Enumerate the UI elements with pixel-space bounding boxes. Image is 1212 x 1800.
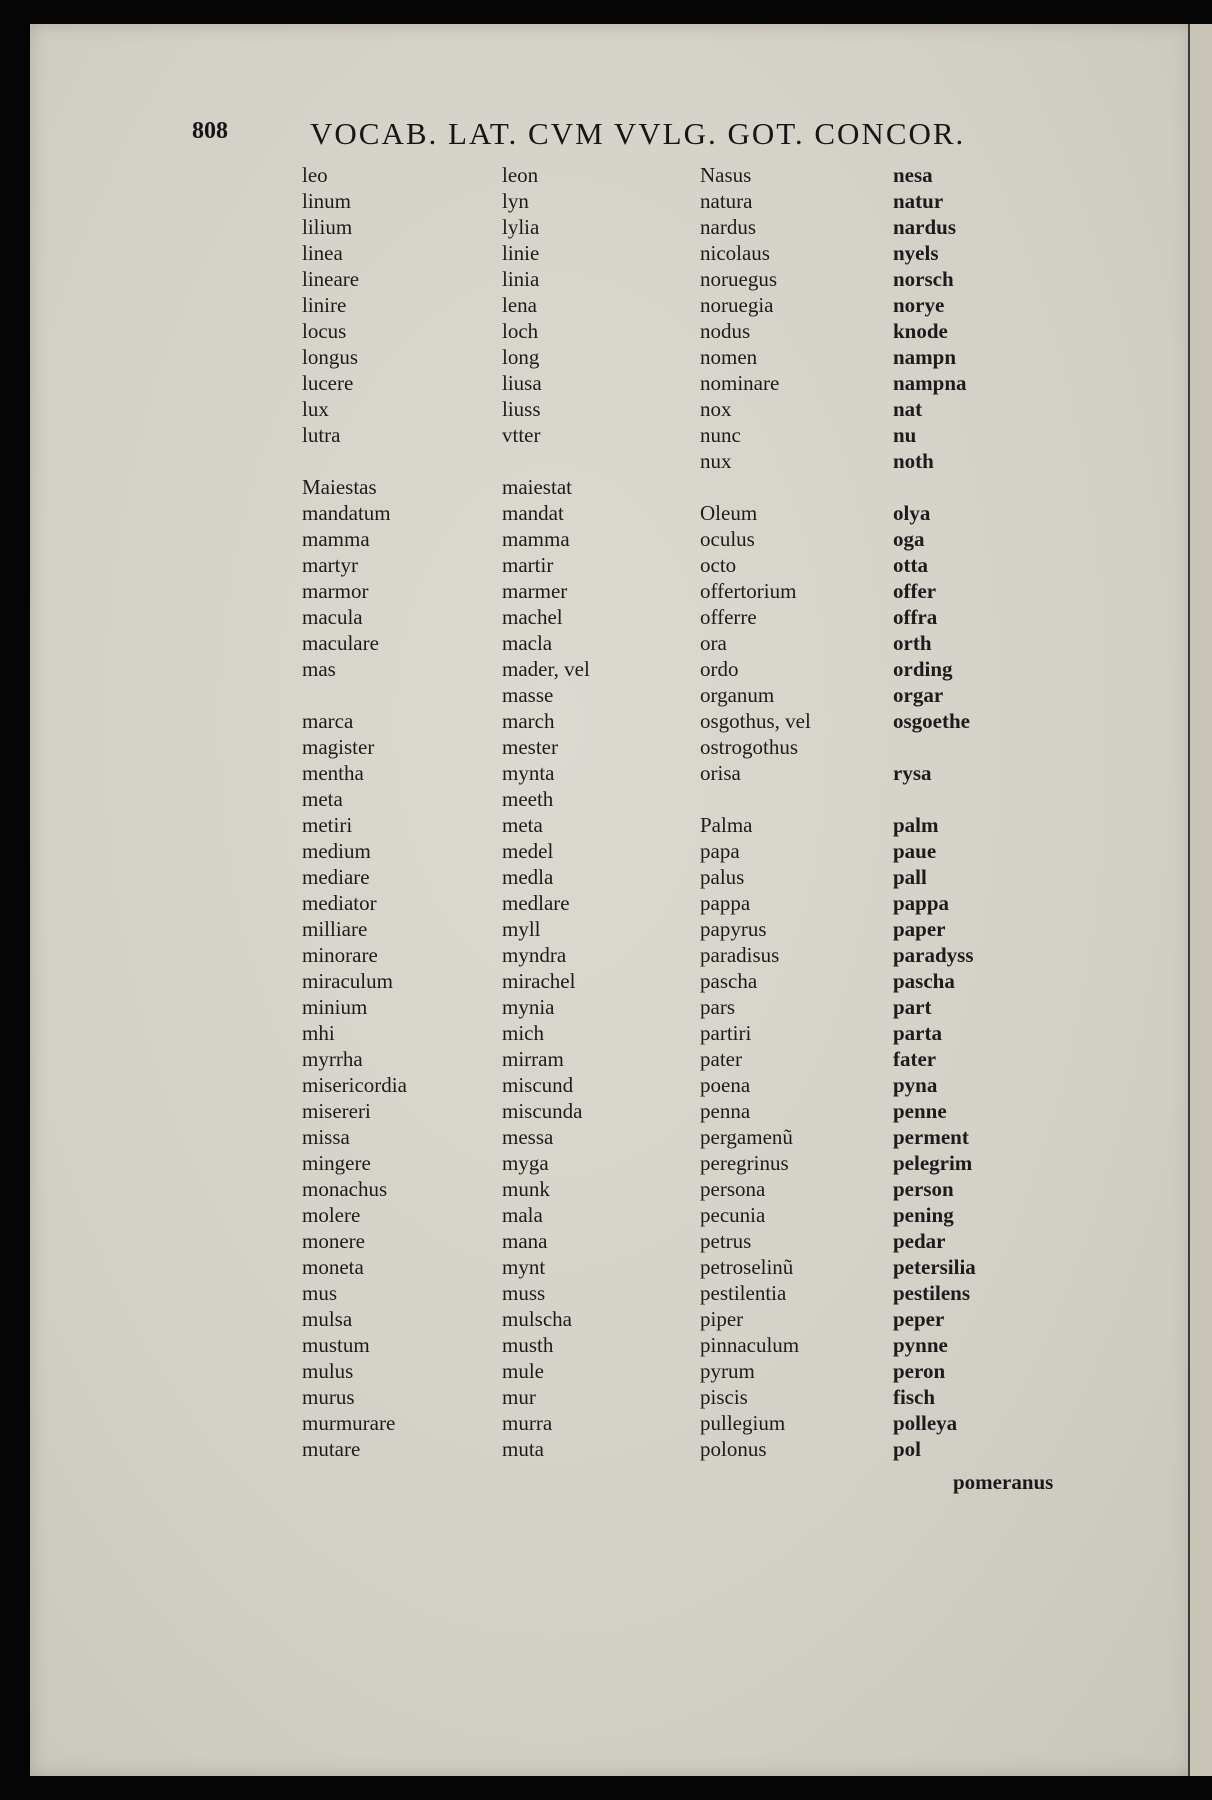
word-entry: pall <box>893 865 927 889</box>
word-entry: linire <box>302 293 347 317</box>
word-entry: osgoethe <box>893 709 970 733</box>
word-entry: ording <box>893 657 953 681</box>
word-entry: machel <box>502 605 563 629</box>
word-entry: knode <box>893 319 948 343</box>
word-entry: Oleum <box>700 501 758 525</box>
word-entry: mediare <box>302 865 370 889</box>
word-entry: lyn <box>502 189 529 213</box>
word-entry: noruegus <box>700 267 777 291</box>
word-entry: polleya <box>893 1411 958 1435</box>
word-entry: piper <box>700 1307 744 1331</box>
word-entry: mulscha <box>502 1307 572 1331</box>
word-entry: meta <box>302 787 343 811</box>
word-entry: martyr <box>302 553 358 577</box>
word-entry: peron <box>893 1359 946 1383</box>
word-entry: mynia <box>502 995 555 1019</box>
word-entry: milliare <box>302 917 368 941</box>
word-entry: paue <box>893 839 937 863</box>
word-entry: lylia <box>502 215 540 239</box>
word-entry: piscis <box>700 1385 748 1409</box>
word-entry: mentha <box>302 761 364 785</box>
word-entry: liuss <box>502 397 541 421</box>
word-entry: minorare <box>302 943 378 967</box>
word-entry: pening <box>893 1203 954 1227</box>
word-entry: marca <box>302 709 354 733</box>
word-entry: offer <box>893 579 937 603</box>
word-entry: penna <box>700 1099 751 1123</box>
word-entry: messa <box>502 1125 554 1149</box>
word-entry: murus <box>302 1385 355 1409</box>
word-entry: misericordia <box>302 1073 407 1097</box>
word-entry: liusa <box>502 371 542 395</box>
word-entry: pecunia <box>700 1203 766 1227</box>
word-entry: maiestat <box>502 475 572 499</box>
word-entry: petersilia <box>893 1255 976 1279</box>
word-entry: nardus <box>893 215 957 239</box>
word-entry: nampn <box>893 345 957 369</box>
word-entry: nomen <box>700 345 758 369</box>
word-entry: papa <box>700 839 740 863</box>
word-entry: petrus <box>700 1229 752 1253</box>
word-entry: palus <box>700 865 745 889</box>
word-entry: nesa <box>893 163 933 187</box>
word-entry: pappa <box>700 891 751 915</box>
word-entry: mas <box>302 657 336 681</box>
word-entry: medel <box>502 839 554 863</box>
word-entry: peregrinus <box>700 1151 789 1175</box>
word-entry: leo <box>302 163 328 187</box>
word-entry: lucere <box>302 371 354 395</box>
word-entry: natura <box>700 189 753 213</box>
word-entry: mynt <box>502 1255 546 1279</box>
word-entry: moneta <box>302 1255 364 1279</box>
word-entry: missa <box>302 1125 350 1149</box>
word-entry: nox <box>700 397 732 421</box>
word-entry: persona <box>700 1177 766 1201</box>
word-entry: muta <box>502 1437 544 1461</box>
word-entry: macula <box>302 605 363 629</box>
word-entry: papyrus <box>700 917 767 941</box>
word-entry: mirachel <box>502 969 576 993</box>
word-entry: locus <box>302 319 347 343</box>
running-head: VOCAB. LAT. CVM VVLG. GOT. CONCOR. <box>310 116 966 151</box>
word-entry: magister <box>302 735 375 759</box>
word-entry: nat <box>893 397 923 421</box>
word-entry: mulsa <box>302 1307 353 1331</box>
facing-page-edge <box>1188 24 1212 1776</box>
word-entry: paper <box>893 917 946 941</box>
word-entry: orgar <box>893 683 944 707</box>
word-entry: offerre <box>700 605 757 629</box>
word-entry: Maiestas <box>302 475 377 499</box>
word-entry: linea <box>302 241 343 265</box>
word-entry: long <box>502 345 540 369</box>
word-entry: meeth <box>502 787 554 811</box>
word-entry: noruegia <box>700 293 774 317</box>
word-entry: olya <box>893 501 931 525</box>
word-entry: mich <box>502 1021 544 1045</box>
word-entry: muss <box>502 1281 546 1305</box>
word-entry: poena <box>700 1073 751 1097</box>
word-entry: pedar <box>893 1229 946 1253</box>
word-entry: mamma <box>502 527 570 551</box>
word-entry: mingere <box>302 1151 371 1175</box>
word-entry: ostrogothus <box>700 735 799 759</box>
word-entry: march <box>502 709 555 733</box>
word-entry: linie <box>502 241 540 265</box>
word-entry: nominare <box>700 371 780 395</box>
word-entry: martir <box>502 553 554 577</box>
word-entry: medlare <box>502 891 570 915</box>
word-entry: minium <box>302 995 368 1019</box>
word-entry: myll <box>502 917 541 941</box>
word-entry: palm <box>893 813 939 837</box>
word-entry: pelegrim <box>893 1151 973 1175</box>
word-entry: partiri <box>700 1021 752 1045</box>
word-entry: lux <box>302 397 329 421</box>
word-entry: lineare <box>302 267 360 291</box>
word-entry: octo <box>700 553 737 577</box>
word-entry: pascha <box>700 969 758 993</box>
word-entry: pater <box>700 1047 742 1071</box>
word-entry: mamma <box>302 527 370 551</box>
word-entry: norsch <box>893 267 954 291</box>
word-entry: natur <box>893 189 944 213</box>
word-entry: leon <box>502 163 539 187</box>
word-entry: mala <box>502 1203 543 1227</box>
word-entry: part <box>893 995 932 1019</box>
word-entry: pascha <box>893 969 955 993</box>
word-entry: petroselinũ <box>700 1255 794 1279</box>
word-entry: osgothus, vel <box>700 709 811 733</box>
word-entry: offertorium <box>700 579 797 603</box>
word-entry: mhi <box>302 1021 335 1045</box>
word-entry: lena <box>502 293 537 317</box>
word-entry: nardus <box>700 215 756 239</box>
word-entry: vtter <box>502 423 541 447</box>
word-entry: linum <box>302 189 352 213</box>
word-entry: mester <box>502 735 558 759</box>
word-entry: pyrum <box>700 1359 755 1383</box>
word-entry: murmurare <box>302 1411 396 1435</box>
word-entry: linia <box>502 267 540 291</box>
word-entry: Nasus <box>700 163 752 187</box>
word-entry: medium <box>302 839 371 863</box>
word-entry: peper <box>893 1307 945 1331</box>
word-entry: oga <box>893 527 925 551</box>
word-entry: orth <box>893 631 932 655</box>
word-entry: mutare <box>302 1437 361 1461</box>
word-entry: otta <box>893 553 928 577</box>
word-entry: miscunda <box>502 1099 583 1123</box>
word-entry: mustum <box>302 1333 370 1357</box>
word-entry: pappa <box>893 891 950 915</box>
word-entry: orisa <box>700 761 741 785</box>
word-entry: masse <box>502 683 554 707</box>
word-entry: myga <box>502 1151 549 1175</box>
word-entry: miraculum <box>302 969 393 993</box>
word-entry: noth <box>893 449 934 473</box>
word-entry: nu <box>893 423 917 447</box>
word-entry: medla <box>502 865 554 889</box>
word-entry: maculare <box>302 631 379 655</box>
word-entry: mandatum <box>302 501 391 525</box>
word-entry: mediator <box>302 891 377 915</box>
word-entry: nodus <box>700 319 751 343</box>
word-entry: myndra <box>502 943 567 967</box>
word-entry: longus <box>302 345 359 369</box>
word-entry: nampna <box>893 371 967 395</box>
word-entry: misereri <box>302 1099 371 1123</box>
word-entry: penne <box>893 1099 947 1123</box>
word-entry: pol <box>893 1437 922 1461</box>
word-entry: pinnaculum <box>700 1333 800 1357</box>
word-entry: pyna <box>893 1073 938 1097</box>
word-entry: polonus <box>700 1437 767 1461</box>
word-entry: paradyss <box>893 943 974 967</box>
word-entry: person <box>893 1177 954 1201</box>
word-entry: macla <box>502 631 553 655</box>
word-entry: metiri <box>302 813 353 837</box>
word-entry: mule <box>502 1359 544 1383</box>
catchword: pomeranus <box>953 1470 1054 1494</box>
word-entry: mandat <box>502 501 564 525</box>
page-number: 808 <box>192 118 228 144</box>
word-entry: organum <box>700 683 775 707</box>
word-entry: meta <box>502 813 543 837</box>
word-entry: mur <box>502 1385 536 1409</box>
word-entry: monere <box>302 1229 365 1253</box>
word-entry: parta <box>893 1021 942 1045</box>
word-entry: pergamenũ <box>700 1125 793 1149</box>
word-entry: norye <box>893 293 945 317</box>
word-entry: pullegium <box>700 1411 786 1435</box>
word-entry: fater <box>893 1047 937 1071</box>
word-entry: miscund <box>502 1073 574 1097</box>
word-entry: nyels <box>893 241 939 265</box>
word-entry: marmor <box>302 579 369 603</box>
word-entry: pynne <box>893 1333 948 1357</box>
word-entry: murra <box>502 1411 553 1435</box>
word-entry: paradisus <box>700 943 780 967</box>
word-entry: munk <box>502 1177 550 1201</box>
word-entry: mus <box>302 1281 338 1305</box>
word-entry: nunc <box>700 423 741 447</box>
word-entry: offra <box>893 605 938 629</box>
word-entry: perment <box>893 1125 969 1149</box>
word-entry: mynta <box>502 761 555 785</box>
word-entry: mulus <box>302 1359 354 1383</box>
word-entry: oculus <box>700 527 755 551</box>
word-entry: rysa <box>893 761 932 785</box>
word-entry: lutra <box>302 423 341 447</box>
word-entry: molere <box>302 1203 361 1227</box>
word-entry: nicolaus <box>700 241 770 265</box>
word-entry: Palma <box>700 813 753 837</box>
word-entry: fisch <box>893 1385 935 1409</box>
word-entry: ordo <box>700 657 739 681</box>
word-entry: ora <box>700 631 727 655</box>
word-entry: loch <box>502 319 539 343</box>
word-entry: pars <box>700 995 735 1019</box>
word-entry: mader, vel <box>502 657 590 681</box>
word-entry: pestilentia <box>700 1281 787 1305</box>
word-entry: nux <box>700 449 732 473</box>
word-entry: musth <box>502 1333 554 1357</box>
word-entry: mana <box>502 1229 548 1253</box>
word-entry: lilium <box>302 215 353 239</box>
word-entry: myrrha <box>302 1047 363 1071</box>
word-entry: pestilens <box>893 1281 971 1305</box>
word-entry: marmer <box>502 579 568 603</box>
book-page <box>30 24 1192 1776</box>
word-entry: monachus <box>302 1177 388 1201</box>
word-entry: mirram <box>502 1047 564 1071</box>
